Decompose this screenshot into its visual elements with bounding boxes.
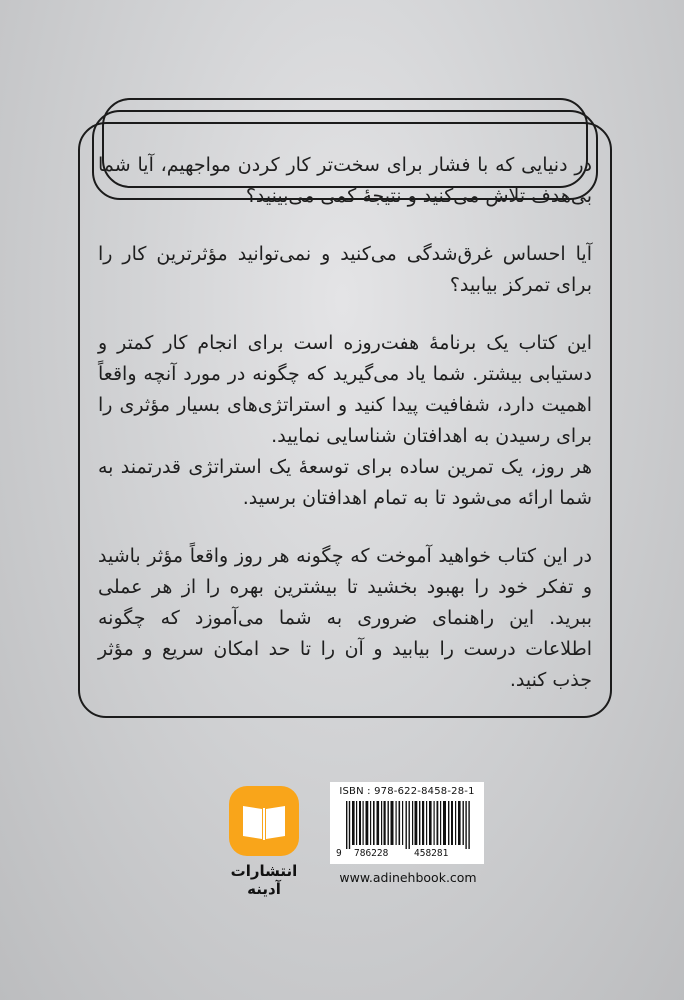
barcode-digits-group2: 458281 [414, 848, 449, 859]
blurb-paragraph-1: در دنیایی که با فشار برای سخت‌تر کار کردن مواجهیم، آیا شما بی‌هدف تلاش می‌کنید و نتیجهٔ کمی می‌بینید؟ [98, 154, 592, 207]
isbn-barcode [330, 782, 484, 864]
blurb-paragraph-3: این کتاب یک برنامهٔ هفت‌روزه است برای انجام کار کمتر و دستیابی بیشتر. شما یاد می‌گیرید که چگونه در مورد آنچه واقعاً اهمیت دارد، شفافیت پیدا کنید و استراتژی‌های بسیار مؤثری را برای رسیدن به اهدافتان شناسایی نمایید. [98, 332, 592, 447]
back-cover-blurb [98, 150, 592, 723]
blurb-paragraph-5: در این کتاب خواهید آموخت که چگونه هر روز واقعاً مؤثر باشید و تفکر خود را بهبود بخشید تا بیشترین بهره را از هر عملی ببرید. این راهنمای ضروری به شما می‌آموزد که چگونه اطلاعات درست را بیابید و آن را تا حد امکان سریع و مؤثر جذب کنید. [98, 545, 592, 691]
publisher-logo [229, 786, 299, 856]
isbn-label: ISBN : 978-622-8458-28-1 [339, 786, 475, 797]
barcode-digits-group1: 786228 [354, 848, 389, 859]
barcode-digit-first: 9 [336, 848, 342, 859]
open-book-icon [229, 786, 299, 856]
blurb-paragraph-4: هر روز، یک تمرین ساده برای توسعهٔ یک استراتژی قدرتمند به شما ارائه می‌شود تا به تمام اهدافتان برسید. [98, 456, 592, 509]
barcode-bars [346, 801, 470, 849]
publisher-name: انتشارات آدینه [230, 862, 298, 898]
blurb-paragraph-2: آیا احساس غرق‌شدگی می‌کنید و نمی‌توانید مؤثرترین کار را برای تمرکز بیابید؟ [98, 243, 592, 296]
publisher-website: www.adinehbook.com [339, 870, 477, 885]
